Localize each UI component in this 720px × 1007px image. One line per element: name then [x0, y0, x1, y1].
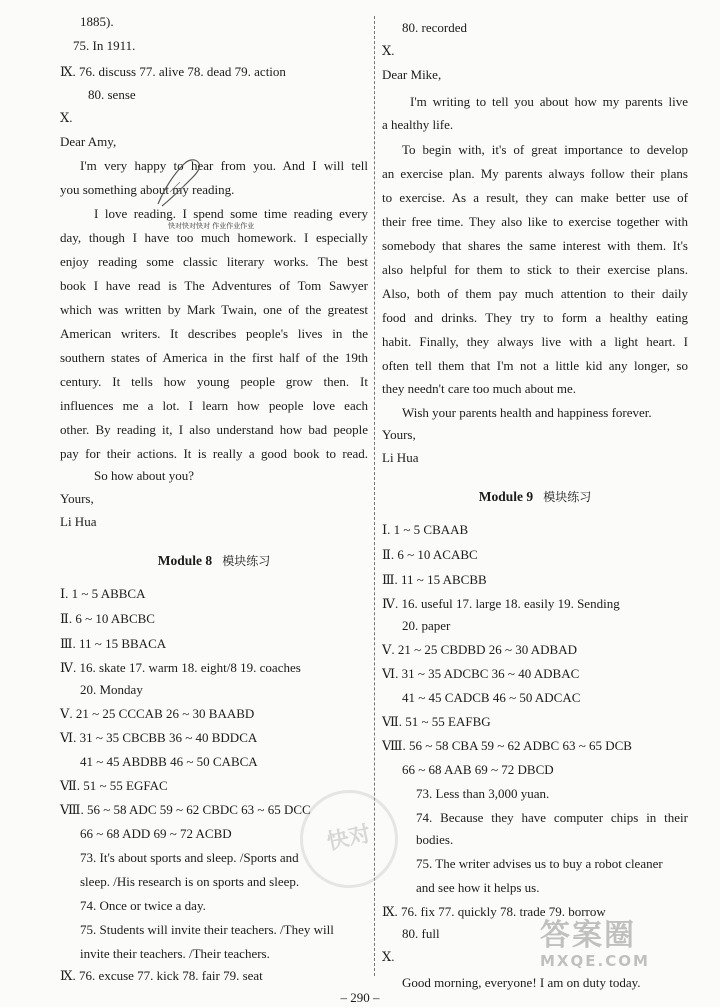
text-line: 1885). [80, 14, 114, 29]
answer-line: 75. Students will invite their teachers. /They will [80, 922, 334, 937]
answer-line: Ⅸ. 76. fix 77. quickly 78. trade 79. borrow [382, 904, 606, 919]
answer-line: 73. It's about sports and sleep. /Sports and [80, 850, 299, 865]
letter-signature: Li Hua [60, 514, 97, 529]
answer-line: Ⅶ. 51 ~ 55 EGFAC [60, 778, 168, 793]
letter-line: habit. Finally, they always live with a light heart. I [382, 334, 688, 349]
module-title: Module 9 [478, 489, 534, 504]
answer-line: 66 ~ 68 ADD 69 ~ 72 ACBD [80, 826, 232, 841]
letter-line: you something about my reading. [60, 182, 235, 197]
letter-line: I'm writing to tell you about how my parents live [410, 94, 688, 109]
letter-line: often tell them that I'm not a little kid any longer, so [382, 358, 688, 373]
answer-line: 80. sense [88, 87, 136, 102]
letter-line: To begin with, it's of great importance to develop [402, 142, 688, 157]
answer-line: Ⅴ. 21 ~ 25 CBDBD 26 ~ 30 ADBAD [382, 642, 577, 657]
letter-line: Good morning, everyone! I am on duty today. [402, 975, 641, 990]
letter-closing: Yours, [382, 427, 416, 442]
letter-line: their free time. They also like to exercise together with [382, 214, 688, 229]
answer-line: 66 ~ 68 AAB 69 ~ 72 DBCD [402, 762, 554, 777]
answer-line: Ⅱ. 6 ~ 10 ABCBC [60, 611, 155, 626]
answer-line: Ⅳ. 16. skate 17. warm 18. eight/8 19. coaches [60, 660, 301, 675]
answer-line: Ⅷ. 56 ~ 58 ADC 59 ~ 62 CBDC 63 ~ 65 DCC [60, 802, 311, 817]
answer-line: Ⅵ. 31 ~ 35 ADCBC 36 ~ 40 ADBAC [382, 666, 580, 681]
answer-line: Ⅲ. 11 ~ 15 ABCBB [382, 572, 487, 587]
letter-line: which was written by Mark Twain, one of the greatest [60, 302, 368, 317]
letter-greeting: Dear Mike, [382, 67, 442, 82]
answer-line: Ⅵ. 31 ~ 35 CBCBB 36 ~ 40 BDDCA [60, 730, 258, 745]
letter-line: food and drinks. They try to form a healthy eating [382, 310, 688, 325]
stamp: 快对快对快对 作业作业作业 [168, 222, 255, 230]
letter-line: other. By reading it, I also understand how bad people [60, 422, 368, 437]
answer-line: 20. Monday [80, 682, 143, 697]
letter-line: somebody that shares the same interest with them. It's [382, 238, 688, 253]
module-subtitle: 模块练习 [222, 554, 271, 568]
answer-line: 41 ~ 45 ABDBB 46 ~ 50 CABCA [80, 754, 258, 769]
answer-line: 80. full [402, 926, 440, 941]
letter-line: also helpful for them to stick to their exercise plans. [382, 262, 688, 277]
letter-line: century. It tells how young people grow then. It [60, 374, 368, 389]
letter-line: Wish your parents health and happiness forever. [402, 405, 652, 420]
answer-line: Ⅰ. 1 ~ 5 CBAAB [382, 522, 469, 537]
text-line: 75. In 1911. [73, 38, 136, 53]
letter-closing: Yours, [60, 491, 94, 506]
answer-line: 80. recorded [402, 20, 467, 35]
answer-line: 75. The writer advises us to buy a robot cleaner [416, 856, 663, 871]
page-number: – 290 – [340, 990, 380, 1005]
answer-line: Ⅷ. 56 ~ 58 CBA 59 ~ 62 ADBC 63 ~ 65 DCB [382, 738, 632, 753]
letter-line: I love reading. I spend some time reading every [94, 206, 368, 221]
answer-line: Ⅶ. 51 ~ 55 EAFBG [382, 714, 491, 729]
letter-signature: Li Hua [382, 450, 419, 465]
answer-line: 74. Because they have computer chips in their [416, 810, 688, 825]
logo-url: MXQE.COM [540, 952, 650, 970]
site-logo [540, 910, 650, 970]
answer-line: Ⅸ. 76. discuss 77. alive 78. dead 79. action [60, 64, 286, 79]
section-label: Ⅹ. [382, 949, 395, 964]
answer-line: and see how it helps us. [416, 880, 540, 895]
letter-line: I'm very happy to hear from you. And I will tell [80, 158, 368, 173]
letter-line: a healthy life. [382, 117, 454, 132]
module-heading [382, 489, 688, 505]
answer-line: Ⅱ. 6 ~ 10 ACABC [382, 547, 478, 562]
answer-line: sleep. /His research is on sports and sleep. [80, 874, 300, 889]
watermark: 快对 [291, 781, 407, 897]
section-label: Ⅹ. [60, 110, 73, 125]
letter-line: southern states of America in the first half of the 19th [60, 350, 368, 365]
module-heading [60, 553, 368, 569]
letter-line: American writers. It describes people's lives in the [60, 326, 368, 341]
answer-line: 74. Once or twice a day. [80, 898, 206, 913]
section-label: Ⅹ. [382, 43, 395, 58]
letter-greeting: Dear Amy, [60, 134, 117, 149]
letter-line: So how about you? [94, 468, 195, 483]
letter-line: day, though I have too much homework. I especially [60, 230, 368, 245]
answer-line: invite their teachers. /Their teachers. [80, 946, 270, 961]
answer-line: Ⅴ. 21 ~ 25 CCCAB 26 ~ 30 BAABD [60, 706, 255, 721]
answer-line: 41 ~ 45 CADCB 46 ~ 50 ADCAC [402, 690, 581, 705]
answer-line: 73. Less than 3,000 yuan. [416, 786, 550, 801]
letter-line: pay for their actions. It is really a good book to read. [60, 446, 368, 461]
answer-line: Ⅳ. 16. useful 17. large 18. easily 19. Sending [382, 596, 620, 611]
module-title: Module 8 [157, 553, 213, 568]
answer-line: Ⅰ. 1 ~ 5 ABBCA [60, 586, 146, 601]
letter-line: an exercise plan. My parents always follow their plans [382, 166, 688, 181]
letter-line: influences me a lot. I learn how people love each [60, 398, 368, 413]
letter-line: book I have read is The Adventures of Tom Sawyer [60, 278, 368, 293]
logo-text: 答案圈 [540, 918, 636, 953]
letter-line: they needn't care too much about me. [382, 381, 577, 396]
answer-line: bodies. [416, 832, 454, 847]
module-subtitle: 模块练习 [543, 490, 592, 504]
letter-line: enjoy reading some classic literary works. The best [60, 254, 368, 269]
answer-line: Ⅸ. 76. excuse 77. kick 78. fair 79. seat [60, 968, 263, 983]
pencil-scribble-icon [150, 152, 210, 212]
letter-line: to exercise. As a result, they can make better use of [382, 190, 688, 205]
letter-line: Also, both of them pay much attention to their daily [382, 286, 688, 301]
answer-line: Ⅲ. 11 ~ 15 BBACA [60, 636, 167, 651]
answer-line: 20. paper [402, 618, 451, 633]
